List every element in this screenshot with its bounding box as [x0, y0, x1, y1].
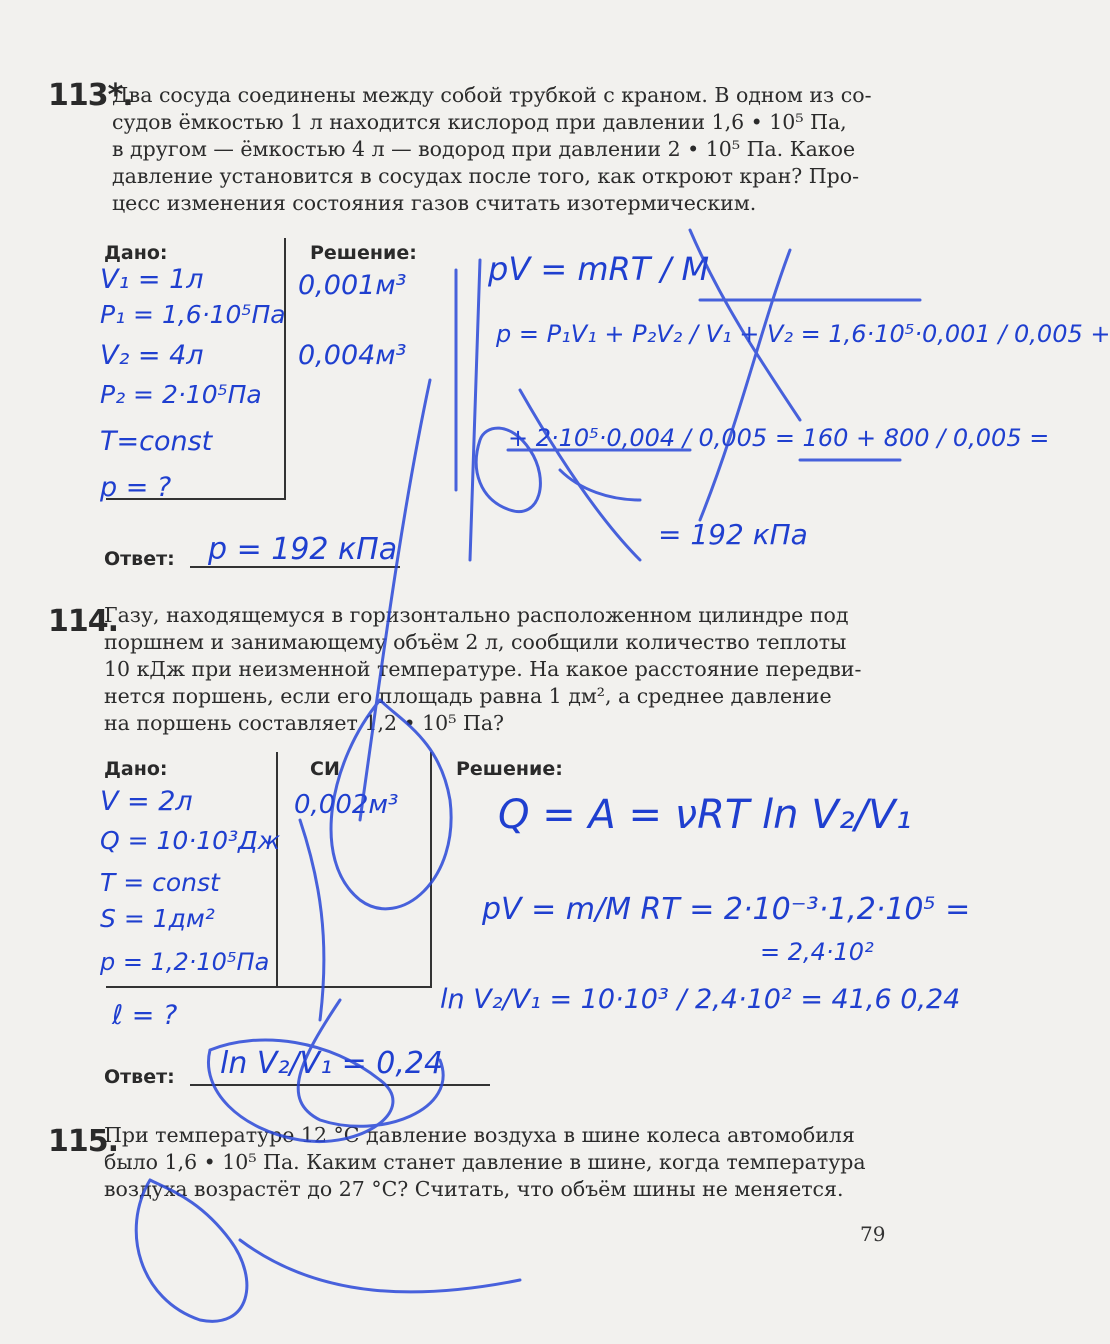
page-number: 79	[860, 1222, 886, 1246]
hw-113-v1: V₁ = 1л	[100, 264, 204, 295]
problem-113-number: 113*.	[48, 78, 133, 113]
hw-113-p2: P₂ = 2·10⁵Па	[100, 380, 262, 409]
hw-114-answer: ln V₂/V₁ = 0,24	[220, 1046, 444, 1081]
hw-113-result: = 192 кПа	[658, 518, 808, 551]
scribble-line	[520, 390, 640, 560]
hw-113-formula3: + 2·10⁵·0,004 / 0,005 = 160 + 800 / 0,005 =	[508, 424, 1050, 452]
scribble-line	[560, 470, 640, 500]
hw-114-l: ℓ = ?	[112, 1000, 178, 1031]
hw-114-v: V = 2л	[100, 786, 193, 817]
scribble-line	[300, 820, 324, 1020]
hw-114-formula2b: = 2,4·10²	[760, 938, 874, 966]
problem-113-text	[112, 82, 888, 217]
solution-label-113: Решение:	[310, 242, 417, 264]
problem-113-line: в другом — ёмкостью 4 л — водород при давлении 2 • 10⁵ Па. Какое	[112, 137, 856, 161]
hw-113-answer: p = 192 кПа	[208, 532, 398, 567]
problem-114-line: нется поршень, если его площадь равна 1 дм², а среднее давление	[104, 684, 832, 708]
problem-114-number: 114.	[48, 604, 119, 639]
problem-115-line: При температуре 12 °С давление воздуха в шине колеса автомобиля	[104, 1123, 855, 1147]
answer-label-113: Ответ:	[104, 548, 175, 570]
hw-114-si: 0,002м³	[294, 790, 399, 820]
scribble-line	[240, 1240, 520, 1292]
si-label-114: СИ	[310, 758, 340, 780]
problem-114-line: поршнем и занимающему объём 2 л, сообщили количество теплоты	[104, 630, 847, 654]
divider-114-vertical-1	[276, 752, 278, 988]
scribble-line	[470, 260, 480, 560]
problem-113-line: судов ёмкостью 1 л находится кислород при давлении 1,6 • 10⁵ Па,	[112, 110, 847, 134]
problem-115-text	[104, 1122, 888, 1203]
hw-113-si1: 0,001м³	[298, 270, 407, 301]
problem-114-text	[104, 602, 888, 737]
hw-114-formula2: pV = m/M RT = 2·10⁻³·1,2·10⁵ =	[482, 892, 971, 927]
problem-113-line: Два сосуда соединены между собой трубкой с краном. В одном из со-	[112, 83, 872, 107]
hw-114-formula1: Q = A = νRT ln V₂/V₁	[498, 792, 912, 838]
given-label-113: Дано:	[104, 242, 168, 264]
divider-114-horizontal	[106, 986, 432, 988]
problem-113-line: давление установится в сосудах после того, как откроют кран? Про-	[112, 164, 860, 188]
hw-114-t: T = const	[100, 868, 220, 897]
problem-115-line: было 1,6 • 10⁵ Па. Каким станет давление в шине, когда температура	[104, 1150, 866, 1174]
problem-113-line: цесс изменения состояния газов считать изотермическим.	[112, 191, 757, 215]
hw-113-si2: 0,004м³	[298, 340, 407, 371]
problem-115-number: 115.	[48, 1124, 119, 1159]
hw-114-p: p = 1,2·10⁵Па	[100, 948, 270, 976]
scribble-line	[700, 250, 790, 520]
hw-113-formula2: p = P₁V₁ + P₂V₂ / V₁ + V₂ = 1,6·10⁵·0,001 / 0,005 +	[496, 320, 1110, 348]
divider-113-vertical	[284, 238, 286, 500]
problem-115-line: воздуха возрастёт до 27 °С? Считать, что объём шины не меняется.	[104, 1177, 844, 1201]
answer-line-114	[190, 1084, 490, 1086]
divider-114-vertical-2	[430, 752, 432, 988]
hw-114-s: S = 1дм²	[100, 904, 215, 933]
problem-114-line: Газу, находящемуся в горизонтально расположенном цилиндре под	[104, 603, 849, 627]
hw-113-p: p = ?	[100, 472, 172, 503]
hw-114-formula3: ln V₂/V₁ = 10·10³ / 2,4·10² = 41,6 0,24	[440, 984, 961, 1015]
problem-114-line: 10 кДж при неизменной температуре. На какое расстояние передви-	[104, 657, 862, 681]
hw-113-t: T=const	[100, 426, 213, 457]
given-label-114: Дано:	[104, 758, 168, 780]
solution-label-114: Решение:	[456, 758, 563, 780]
hw-113-v2: V₂ = 4л	[100, 340, 204, 371]
problem-114-line: на поршень составляет 1,2 • 10⁵ Па?	[104, 711, 505, 735]
hw-114-q: Q = 10·10³Дж	[100, 826, 281, 855]
answer-label-114: Ответ:	[104, 1066, 175, 1088]
scribble-line	[360, 380, 430, 820]
hw-113-formula1: pV = mRT / M	[488, 250, 710, 288]
hw-113-p1: P₁ = 1,6·10⁵Па	[100, 300, 286, 329]
